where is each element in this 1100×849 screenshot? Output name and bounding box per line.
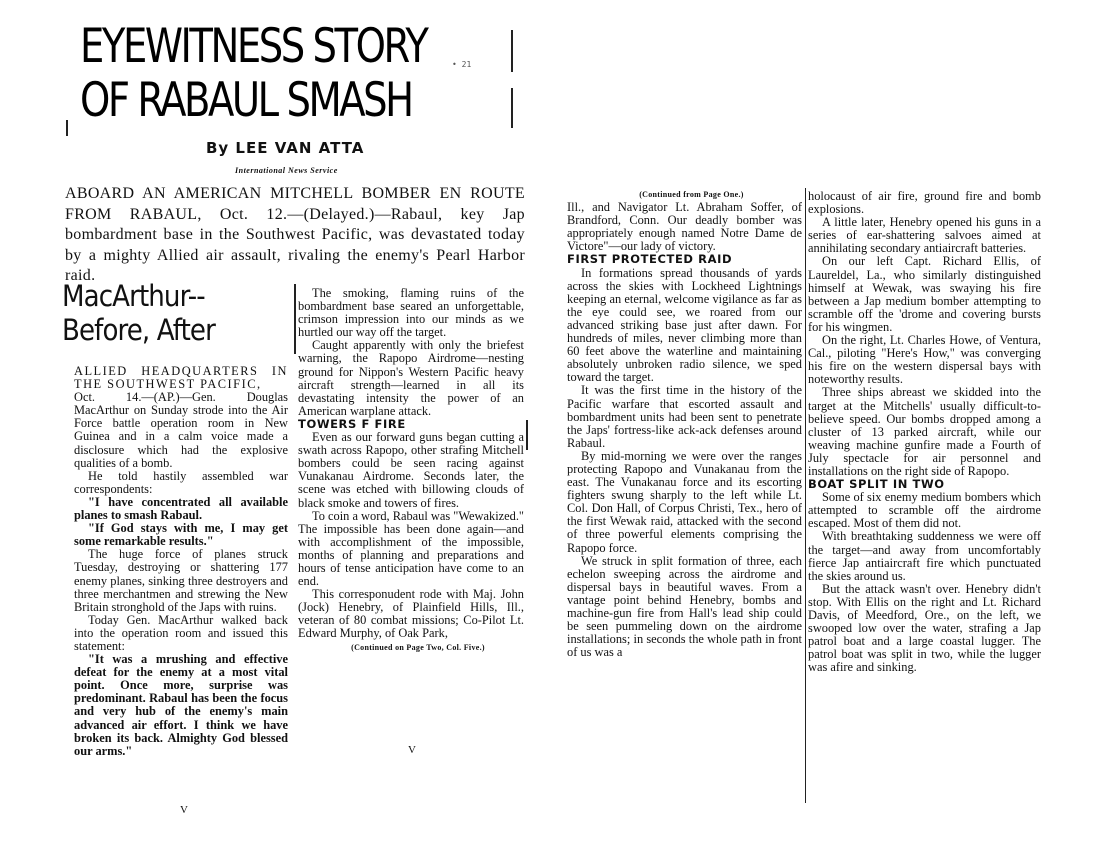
continued-from-note: (Continued from Page One.) xyxy=(639,190,744,199)
sidebar-paragraph: The huge force of planes struck Tuesday, destroying or shattering 177 enemy planes, sinking three destroyers and three merchantmen and strewing the New Britain stronghold of the Japs with ruins. xyxy=(74,547,288,614)
sidebar-quote: "If God stays with me, I may get some remarkable results." xyxy=(74,521,288,549)
column-2-subhead: TOWERS F FIRE xyxy=(298,416,406,431)
column-2-paragraph: Caught apparently with only the briefest warning, the Rapopo Airdrome—nesting ground for Nippon's Western Pacific heavy aircraft strength—learned in all its devastating intensity the power of an American warplane attack. xyxy=(298,338,524,418)
sidebar-dateline: ALLIED HEADQUARTERS IN THE SOUTHWEST PACIFIC, xyxy=(74,364,288,392)
column-2-paragraph: The smoking, flaming ruins of the bombardment base seared an unforgettable, crimson impression into our minds as we hurtled our way off the target. xyxy=(298,286,524,340)
column-rule xyxy=(294,284,296,354)
sidebar-quote: "I have concentrated all available planes to smash Rabaul. xyxy=(74,494,288,523)
column-rule xyxy=(526,420,528,450)
headline-edge-mark xyxy=(66,120,68,136)
column-3-paragraph: In formations spread thousands of yards across the skies with Lockheed Lightnings keeping an eternal, welcome vigilance as far as the eye could see, we roared from our advanced striking base just after dawn. For hundreds of miles, never climbing more than 60 feet above the waterline and maintaining absolutely unbroken radio silence, we sped toward the target. xyxy=(567,265,802,385)
column-4-paragraph: With breathtaking suddenness we were off the target—and away from uncomfortably fierce Jap antiaircraft fire which punctuated the skies around us. xyxy=(808,529,1041,583)
sidebar-end-mark: V xyxy=(180,804,188,816)
column-2-end-mark: V xyxy=(408,744,416,756)
news-service: International News Service xyxy=(235,166,338,175)
sidebar-heading-line-2: Before, After xyxy=(62,313,215,347)
column-3-paragraph: We struck in split formation of three, each echelon sweeping across the airdrome and dispersal bays in beautiful waves. From a vantage point behind Henebry, bombs and machine-gun fire from Hall's lead ship could be seen pummeling down on the airdrome installations; in seconds the whole path in front of us was a xyxy=(567,553,802,660)
column-4-paragraph: On our left Capt. Richard Ellis, of Laureldel, La., who similarly distinguished himself at Wewak, was swaying his fire between a Jap medium bomber attempting to scramble off the 'drome and covering bursts for his wingmen. xyxy=(808,254,1041,334)
sidebar-paragraph: Oct. 14.—(AP.)—Gen. Douglas MacArthur on Sunday strode into the Air Force battle operation room in New Guinea and in a calm voice made a disclosure which had the explosive qualities of a bomb. xyxy=(74,390,288,470)
column-2-paragraph: This corresponudent rode with Maj. John (Jock) Henebry, of Plainfield Hills, Ill., veteran of 80 combat missions; Co-Pilot Lt. Edward Murphy, of Oak Park, xyxy=(298,587,524,641)
column-4-paragraph: On the right, Lt. Charles Howe, of Ventura, Cal., piloting "Here's How," was converging his fire on the western dispersal bays with noteworthy results. xyxy=(808,333,1041,387)
column-2 xyxy=(298,287,524,654)
continued-on-note: (Continued on Page Two, Col. Five.) xyxy=(351,642,485,652)
sidebar-article xyxy=(62,279,292,347)
column-2-paragraph: Even as our forward guns began cutting a swath across Rapopo, other strafing Mitchell bombers could be seen racing against Vunakanau Airdrome. Seconds later, the scene was etched with billowing clouds of black smoke and towers of fires. xyxy=(298,430,524,510)
column-rule xyxy=(805,188,806,803)
column-3 xyxy=(567,188,802,659)
sidebar-body xyxy=(74,365,288,758)
column-4-paragraph: holocaust of air fire, ground fire and bomb explosions. xyxy=(808,189,1041,217)
headline-line-2: OF RABAUL SMASH xyxy=(80,73,412,128)
byline: By LEE VAN ATTA xyxy=(206,139,365,157)
column-3-subhead: FIRST PROTECTED RAID xyxy=(567,252,733,267)
sidebar-statement: "It was a mrushing and effective defeat for the enemy at a most vital point. Once more, surprise was predominant. Rabaul has been the focus and very hub of the enemy's main advanced air effort. I think we have broken its back. Almighty God blessed our arms." xyxy=(74,652,288,758)
clipping-stamp: • 21 xyxy=(452,60,472,69)
sidebar-paragraph: He told hastily assembled war correspondents: xyxy=(74,468,288,496)
headline-edge-mark xyxy=(511,88,513,128)
sidebar-paragraph: Today Gen. MacArthur walked back into the operation room and issued this statement: xyxy=(74,612,288,653)
column-4-paragraph: A little later, Henebry opened his guns in a series of ear-shattering salvoes aimed at annihilating secondary antiaircraft batteries. xyxy=(808,215,1041,256)
column-2-paragraph: To coin a word, Rabaul was "Wewakized." The impossible has been done again—and with accomplishment of the impossible, months of planning and preparations and hours of tense anticipation have come to an end. xyxy=(298,508,524,589)
lede-paragraph: ABOARD AN AMERICAN MITCHELL BOMBER EN ROUTE FROM RABAUL, Oct. 12.—(Delayed.)—Rabaul, key Jap bombardment base in the Southwest Pacific, was devastated today by a mighty Allied air assault, rivaling the enemy's Pearl Harbor raid. xyxy=(65,185,525,284)
headline-edge-mark xyxy=(511,30,513,72)
column-3-paragraph: By mid-morning we were over the ranges protecting Rapopo and Vunakanau from the east. The Vunakanau force and its escorting fighters swung sharply to the left while Lt. Col. Don Hall, of Corpus Christi, Tex., hero of the first Wewak raid, attacked with the second of three powerful elements comprising the Rapopo force. xyxy=(567,448,802,555)
column-4-subhead: BOAT SPLIT IN TWO xyxy=(808,477,945,492)
column-3-paragraph: Ill., and Navigator Lt. Abraham Soffer, of Brandford, Conn. Our deadly bomber was appropriately enough named Notre Dame de Victore"—our lady of victory. xyxy=(567,200,802,254)
sidebar-heading-line-1: MacArthur-- xyxy=(62,279,205,313)
headline-line-1: EYEWITNESS STORY xyxy=(80,19,427,74)
column-3-paragraph: It was the first time in the history of the Pacific warfare that escorted assault and bombardment units had been sent to penetrate the Japs' fortress-like ack-ack defenses around Rabaul. xyxy=(567,383,802,450)
column-4-paragraph: Some of six enemy medium bombers which attempted to scramble off the airdrome escaped. Most of them did not. xyxy=(808,490,1041,531)
column-4-paragraph: Three ships abreast we skidded into the target at the Mitchells' usually difficult-to-believe speed. Our bombs dropped among a cluster of 13 parked aircraft, while our weaving machine gunfire made a Fourth of July spectacle for air personnel and installations on the right side of Rapopo. xyxy=(808,385,1041,478)
column-4-paragraph: But the attack wasn't over. Henebry didn't stop. With Ellis on the right and Lt. Richard Davis, of Meedford, Ore., on the left, we swooped low over the water, strafing a Jap patrol boat and a large coastal lugger. The patrol boat was split in two, while the lugger was afire and sinking. xyxy=(808,581,1041,675)
column-4 xyxy=(808,190,1041,674)
